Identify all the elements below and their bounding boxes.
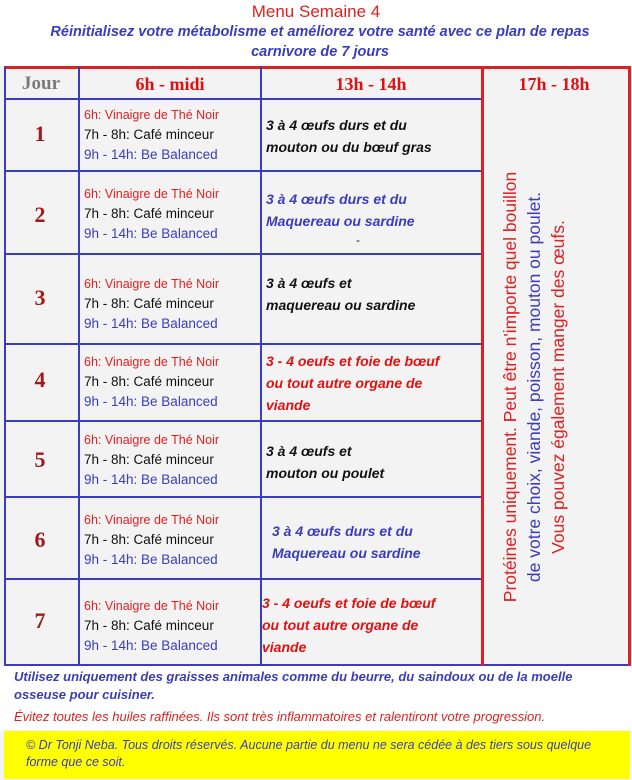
morning-schedule	[84, 105, 258, 165]
meal-line: 3 - 4 oeufs et foie de bœuf	[262, 595, 436, 611]
lunch-meal	[262, 592, 476, 658]
schedule-coffee: 7h - 8h: Café minceur	[84, 374, 214, 389]
morning-schedule	[84, 274, 258, 334]
copyright-banner	[4, 731, 630, 779]
day-number: 6	[34, 527, 46, 552]
schedule-coffee: 7h - 8h: Café minceur	[84, 296, 214, 311]
day-number: 7	[34, 608, 46, 633]
schedule-balanced: 9h - 14h: Be Balanced	[84, 552, 218, 567]
lunch-meal	[266, 272, 480, 316]
row-divider	[4, 170, 482, 172]
meal-line: maquereau ou sardine	[266, 297, 416, 313]
column-header-dinner: 17h - 18h	[518, 74, 590, 94]
schedule-tea: 6h: Vinaigre de Thé Noir	[84, 187, 220, 201]
morning-schedule	[84, 430, 258, 490]
schedule-tea: 6h: Vinaigre de Thé Noir	[84, 108, 220, 122]
header-top-rule	[4, 66, 630, 69]
table-right-border	[628, 66, 631, 666]
evening-line: de votre choix, viande, poisson, mouton ou poulet.	[524, 191, 544, 583]
schedule-balanced: 9h - 14h: Be Balanced	[84, 394, 218, 409]
schedule-coffee: 7h - 8h: Café minceur	[84, 532, 214, 547]
column-header-lunch: 13h - 14h	[335, 74, 407, 94]
meal-line: 3 à 4 œufs et	[266, 275, 352, 291]
meal-line: 3 à 4 œufs durs et du	[266, 117, 407, 133]
schedule-balanced: 9h - 14h: Be Balanced	[84, 226, 218, 241]
meal-line: ou tout autre organe de	[266, 375, 423, 391]
meal-line: Maquereau ou sardine	[266, 213, 415, 229]
lunch-meal	[266, 350, 480, 416]
schedule-balanced: 9h - 14h: Be Balanced	[84, 147, 218, 162]
row-divider	[4, 420, 482, 422]
header	[0, 0, 632, 66]
meal-line: 3 à 4 œufs et	[266, 443, 352, 459]
column-header-morning: 6h - midi	[135, 74, 205, 94]
evening-column-divider	[481, 66, 484, 666]
morning-schedule	[84, 352, 258, 412]
morning-schedule	[84, 184, 258, 244]
meal-line: viande	[266, 397, 311, 413]
meal-line: mouton ou du bœuf gras	[266, 139, 432, 155]
meal-line: 3 à 4 œufs durs et du	[266, 191, 407, 207]
row-divider	[4, 253, 482, 255]
page-subtitle: Réinitialisez votre métabolisme et améliorez votre santé avec ce plan de repas carnivore de 7 jours	[50, 24, 590, 60]
schedule-balanced: 9h - 14h: Be Balanced	[84, 638, 218, 653]
schedule-coffee: 7h - 8h: Café minceur	[84, 618, 214, 633]
row-divider	[4, 578, 482, 580]
meal-line: ou tout autre organe de	[262, 617, 419, 633]
table-left-border	[4, 66, 6, 666]
lunch-meal	[272, 520, 486, 564]
row-divider	[4, 343, 482, 345]
column-header-day: Jour	[22, 73, 60, 94]
evening-line: Vous pouvez également manger des œufs.	[548, 220, 568, 554]
meal-line: 3 - 4 oeufs et foie de bœuf	[266, 353, 440, 369]
schedule-tea: 6h: Vinaigre de Thé Noir	[84, 277, 220, 291]
copyright-text: © Dr Tonji Neba. Tous droits réservés. Aucune partie du menu ne sera cédée à des tiers sous quelque forme que ce soit.	[26, 738, 592, 769]
lunch-meal	[266, 188, 480, 232]
meal-line: mouton ou poulet	[266, 465, 385, 481]
header-bottom-rule	[4, 98, 482, 100]
schedule-tea: 6h: Vinaigre de Thé Noir	[84, 355, 220, 369]
dash-mark: -	[356, 233, 360, 247]
schedule-tea: 6h: Vinaigre de Thé Noir	[84, 513, 220, 527]
schedule-tea: 6h: Vinaigre de Thé Noir	[84, 433, 220, 447]
row-divider	[4, 496, 482, 498]
day-number: 2	[34, 202, 46, 227]
page-title: Menu Semaine 4	[251, 2, 381, 21]
meal-line: 3 à 4 œufs durs et du	[272, 523, 413, 539]
meal-line: viande	[262, 639, 307, 655]
column-divider	[78, 66, 80, 666]
morning-schedule	[84, 596, 258, 656]
column-divider	[260, 66, 262, 666]
day-number: 5	[34, 447, 46, 472]
day-number: 4	[34, 367, 46, 392]
lunch-meal	[266, 440, 480, 484]
oils-note: Évitez toutes les huiles raffinées. Ils sont très inflammatoires et ralentiront votre progression.	[14, 709, 546, 724]
footer-notes	[0, 666, 632, 730]
schedule-coffee: 7h - 8h: Café minceur	[84, 452, 214, 467]
schedule-coffee: 7h - 8h: Café minceur	[84, 206, 214, 221]
fats-note: Utilisez uniquement des graisses animales comme du beurre, du saindoux ou de la moelle osseuse pour cuisiner.	[14, 669, 573, 702]
lunch-meal	[266, 114, 480, 158]
evening-line: Protéines uniquement. Peut être n'importe quel bouillon	[500, 171, 520, 603]
schedule-balanced: 9h - 14h: Be Balanced	[84, 472, 218, 487]
morning-schedule	[84, 510, 258, 570]
day-number: 1	[34, 121, 46, 146]
schedule-tea: 6h: Vinaigre de Thé Noir	[84, 599, 220, 613]
schedule-coffee: 7h - 8h: Café minceur	[84, 127, 214, 142]
day-number: 3	[34, 285, 46, 310]
evening-instructions	[498, 122, 606, 652]
schedule-balanced: 9h - 14h: Be Balanced	[84, 316, 218, 331]
meal-line: Maquereau ou sardine	[272, 545, 421, 561]
